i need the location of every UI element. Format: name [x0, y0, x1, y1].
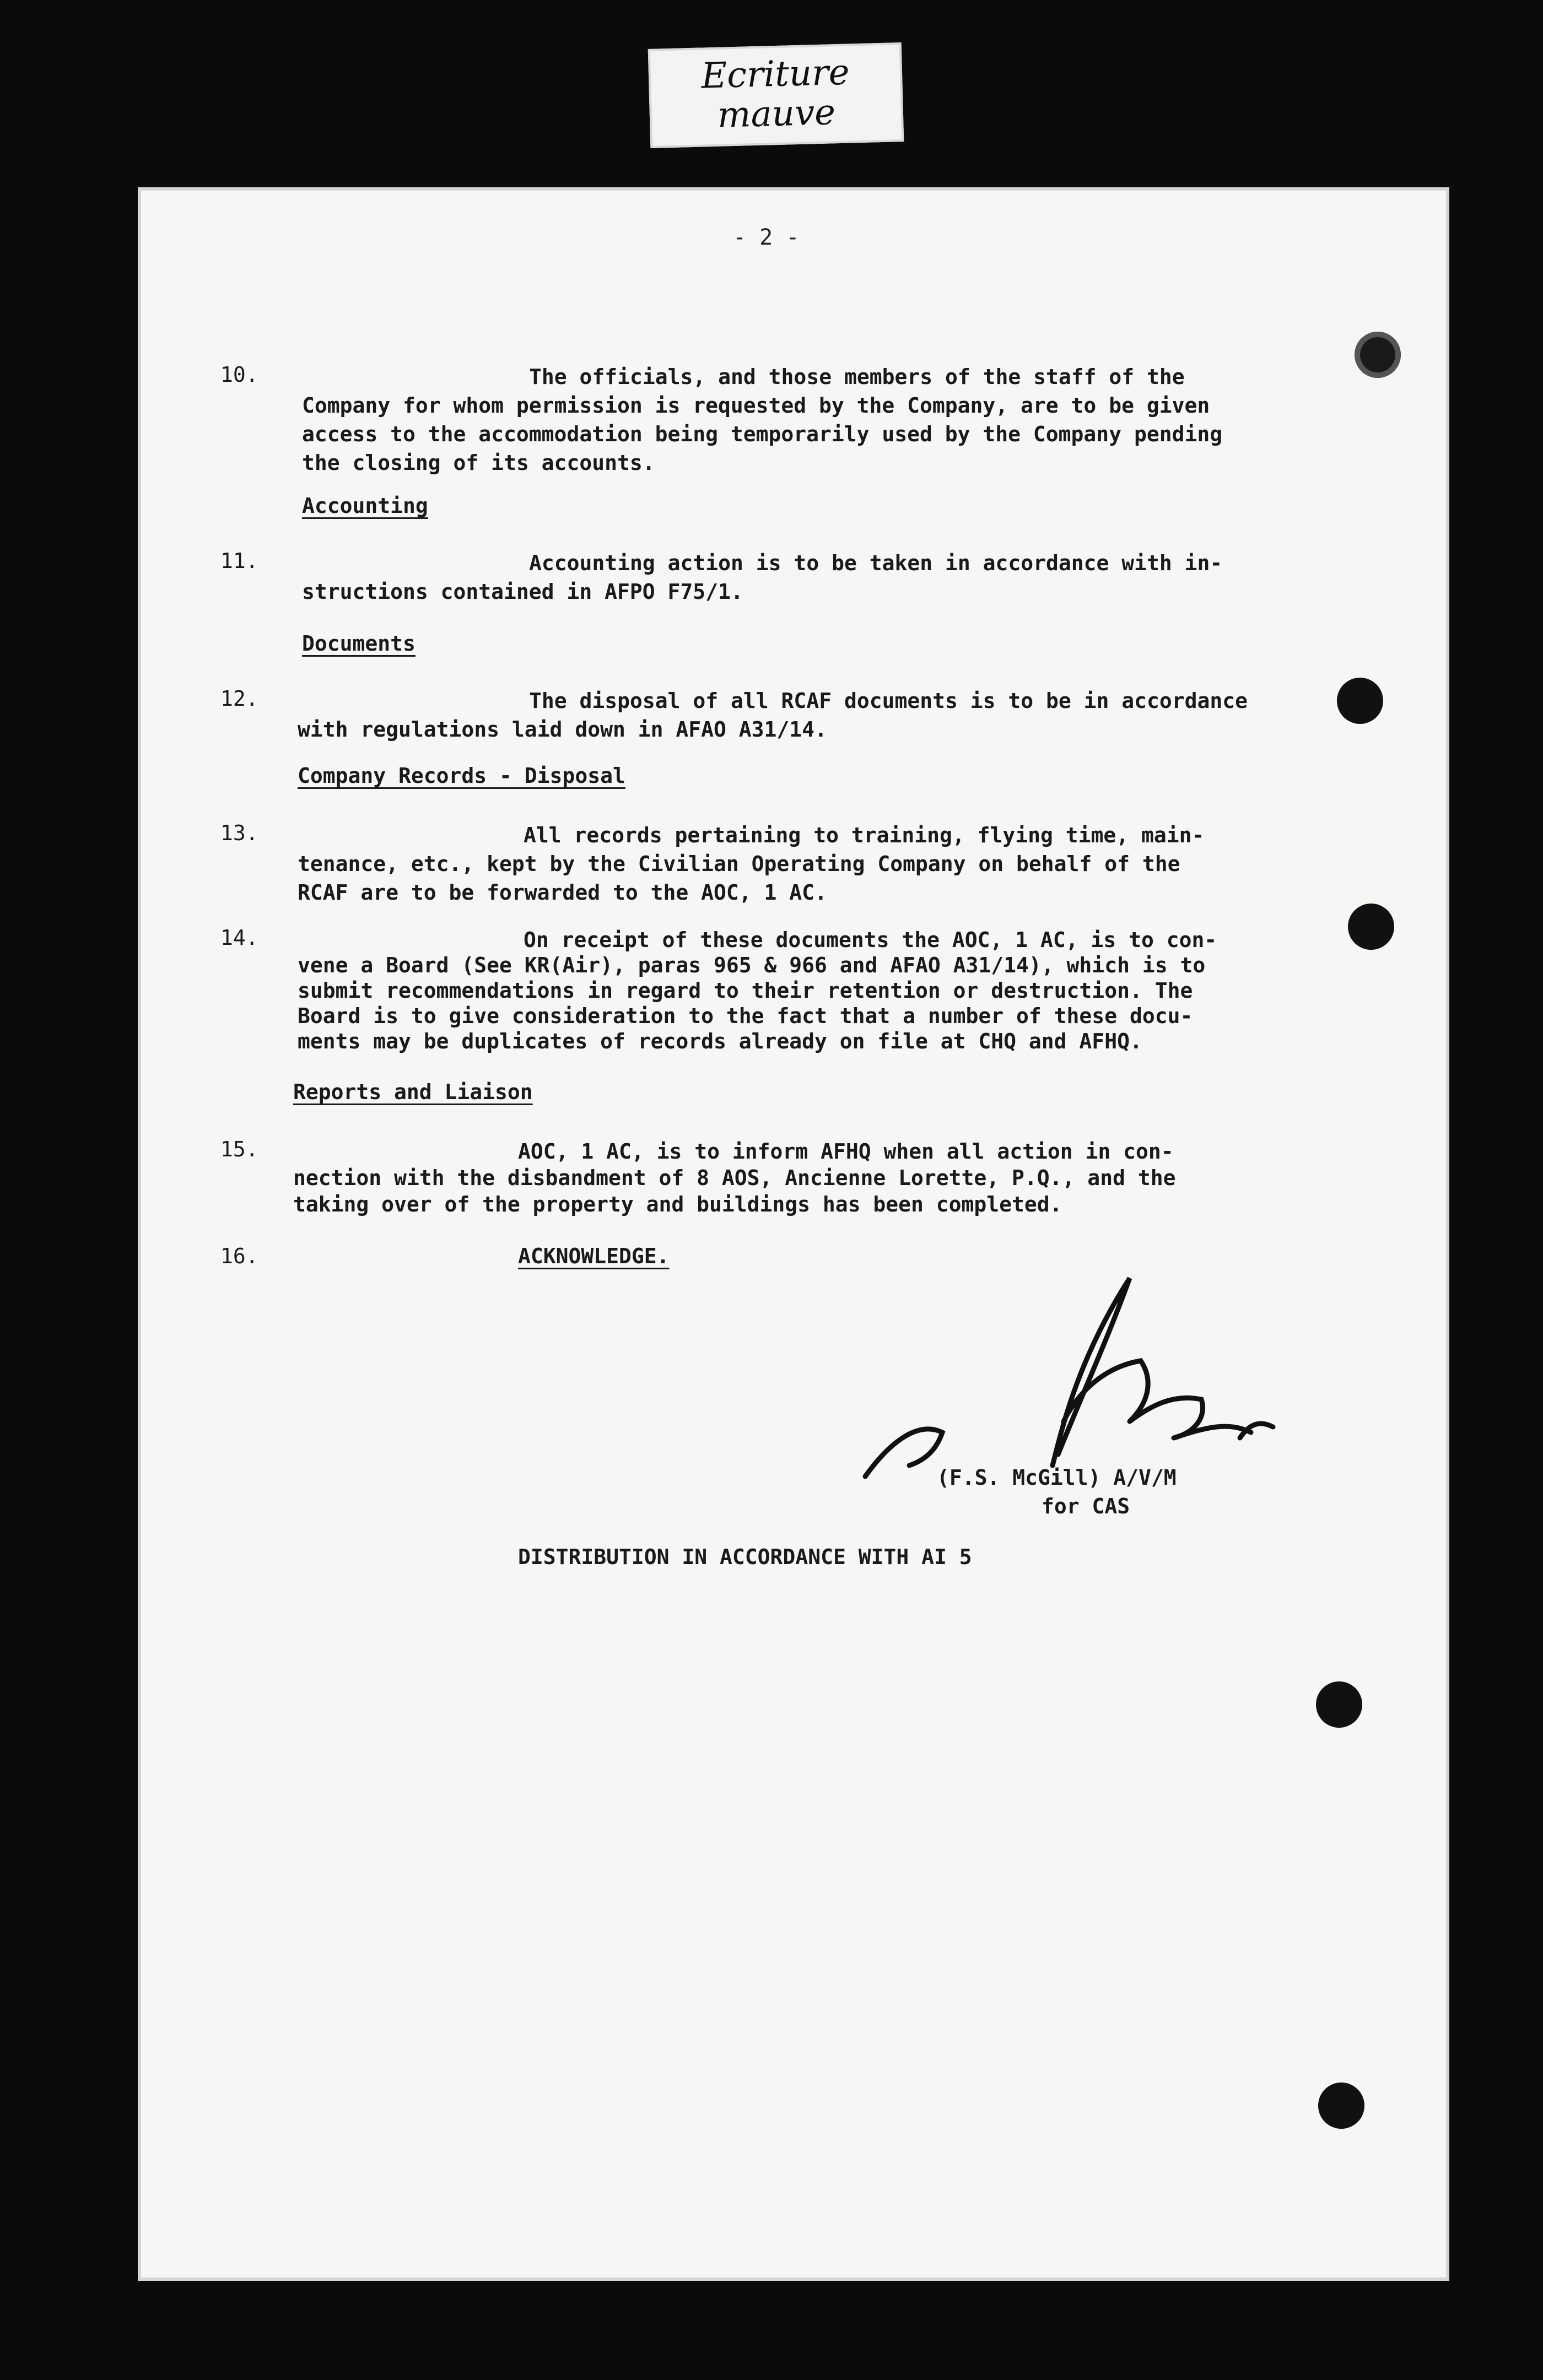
punch-hole-icon — [1318, 2082, 1364, 2129]
paragraph-line: RCAF are to be forwarded to the AOC, 1 AC. — [298, 880, 827, 905]
paragraph-line: Company for whom permission is requested by the Company, are to be given — [302, 393, 1210, 418]
paragraph-number: 10. — [220, 363, 258, 387]
distribution-line: DISTRIBUTION IN ACCORDANCE WITH AI 5 — [518, 1545, 972, 1569]
paragraph-number: 14. — [220, 926, 258, 950]
label-line-1: Ecriture — [700, 52, 850, 97]
section-heading-accounting: Accounting — [302, 494, 428, 518]
paragraph-number: 16. — [220, 1244, 258, 1268]
paragraph-line: structions contained in AFPO F75/1. — [302, 580, 743, 604]
paragraph-line: The disposal of all RCAF documents is to be in accordance — [529, 689, 1248, 713]
paragraph-line: Board is to give consideration to the fact that a number of these docu- — [298, 1004, 1193, 1028]
paragraph-line: Accounting action is to be taken in accordance with in- — [529, 551, 1223, 575]
punch-hole-icon — [1348, 904, 1394, 950]
paragraph-line: vene a Board (See KR(Air), paras 965 & 966 and AFAO A31/14), which is to — [298, 953, 1206, 977]
punch-hole-icon — [1337, 678, 1383, 724]
paragraph-line: the closing of its accounts. — [302, 451, 655, 475]
paragraph-line: access to the accommodation being temporarily used by the Company pending — [302, 422, 1223, 446]
document-page — [138, 187, 1449, 2281]
punch-hole-icon — [1355, 332, 1401, 378]
paragraph-line: with regulations laid down in AFAO A31/14. — [298, 717, 827, 742]
paragraph-line: ments may be duplicates of records already on file at CHQ and AFHQ. — [298, 1029, 1142, 1053]
section-heading-company-records: Company Records - Disposal — [298, 764, 625, 788]
paragraph-number: 13. — [220, 821, 258, 845]
acknowledge-text: ACKNOWLEDGE. — [518, 1244, 670, 1268]
paragraph-line: On receipt of these documents the AOC, 1 AC, is to con- — [524, 928, 1217, 952]
handwritten-signature-icon — [821, 1256, 1317, 1488]
signatory-name: (F.S. McGill) A/V/M — [937, 1465, 1177, 1490]
paragraph-line: submit recommendations in regard to their retention or destruction. The — [298, 978, 1193, 1003]
archive-label-card — [648, 42, 904, 148]
paragraph-line: The officials, and those members of the staff of the — [529, 365, 1185, 389]
page-number: - 2 - — [733, 225, 800, 250]
paragraph-line: taking over of the property and buildings has been completed. — [293, 1192, 1062, 1216]
paragraph-line: tenance, etc., kept by the Civilian Operating Company on behalf of the — [298, 852, 1180, 876]
paragraph-number: 15. — [220, 1137, 258, 1161]
section-heading-reports-liaison: Reports and Liaison — [293, 1080, 533, 1104]
label-line-2: mauve — [716, 92, 836, 136]
signatory-for: for CAS — [1042, 1494, 1130, 1518]
punch-hole-icon — [1316, 1681, 1362, 1728]
paragraph-number: 12. — [220, 686, 258, 711]
paragraph-number: 11. — [220, 549, 258, 573]
paragraph-line: nection with the disbandment of 8 AOS, Ancienne Lorette, P.Q., and the — [293, 1166, 1176, 1190]
paragraph-line: AOC, 1 AC, is to inform AFHQ when all action in con- — [518, 1139, 1174, 1164]
section-heading-documents: Documents — [302, 631, 416, 656]
paragraph-line: All records pertaining to training, flying time, main- — [524, 823, 1205, 847]
